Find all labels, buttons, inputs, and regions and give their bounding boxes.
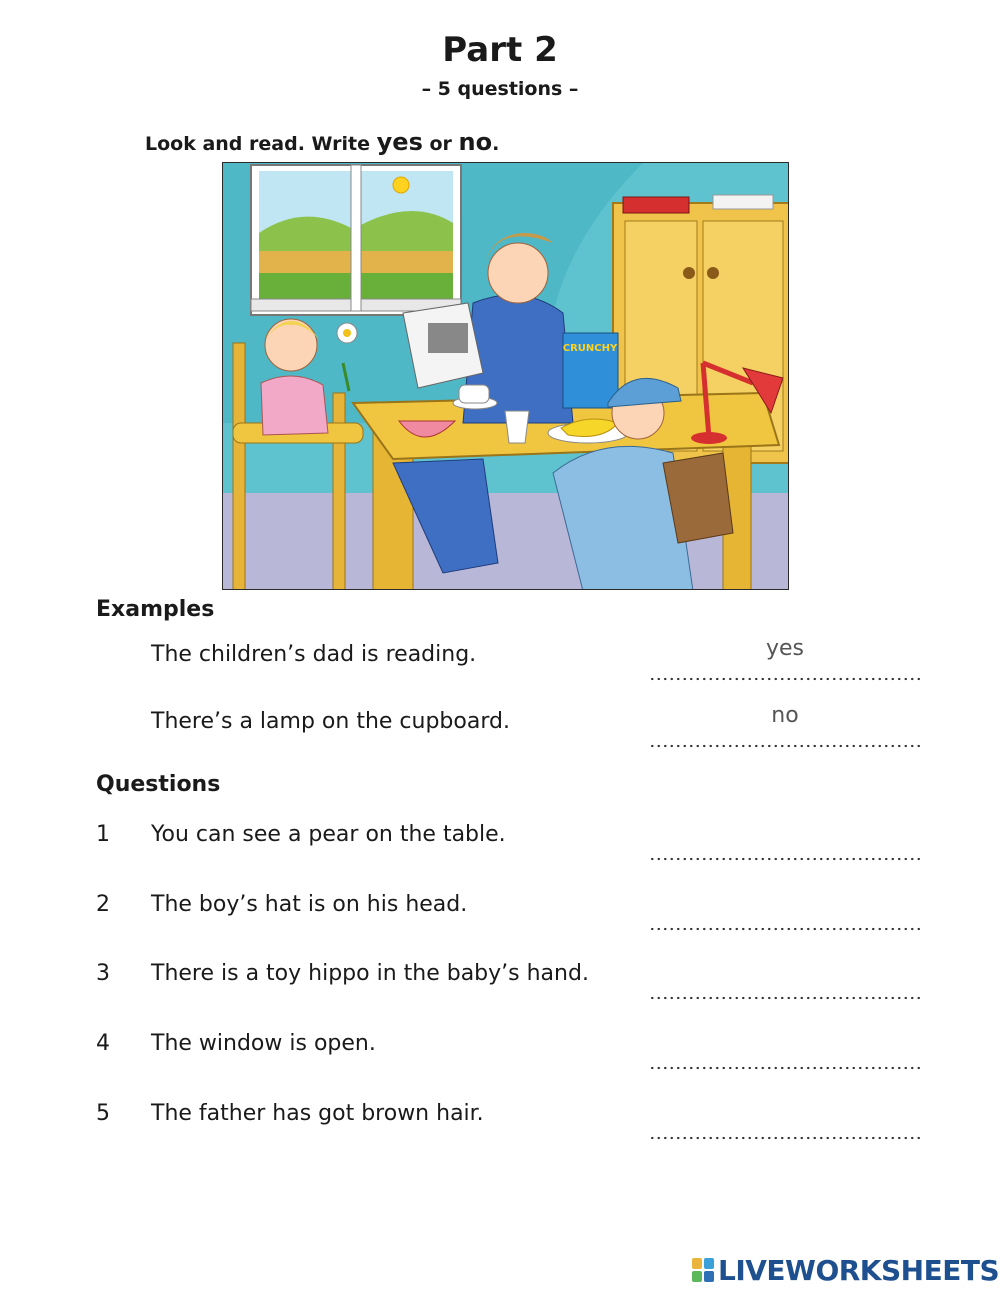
question-text: The boy’s hat is on his head. [151, 892, 468, 917]
instruction-or: or [422, 133, 459, 155]
answer-field-5[interactable] [649, 1101, 921, 1141]
example-text: There’s a lamp on the cupboard. [151, 709, 510, 734]
examples-heading: Examples [96, 597, 215, 622]
example-answer [649, 703, 921, 749]
answer-dotted-line [649, 1135, 921, 1141]
question-number: 4 [96, 1031, 110, 1056]
answer-dotted-line [649, 676, 921, 682]
answer-dotted-line [649, 856, 921, 862]
answer-field-3[interactable] [649, 961, 921, 1001]
question-number: 5 [96, 1101, 110, 1126]
logo-block [704, 1258, 714, 1269]
answer-field-4[interactable] [649, 1031, 921, 1071]
question-number: 2 [96, 892, 110, 917]
logo-text: LIVEWORKSHEETS [718, 1253, 1000, 1287]
question-row [96, 892, 926, 932]
answer-dotted-line [649, 743, 921, 749]
answer-field-1[interactable] [649, 822, 921, 862]
window [251, 165, 461, 315]
example-answer [649, 636, 921, 682]
example-text: The children’s dad is reading. [151, 642, 477, 667]
instruction-yes: yes [376, 128, 423, 156]
question-text: The father has got brown hair. [151, 1101, 484, 1126]
example-row [96, 636, 926, 682]
answer-dotted-line [649, 926, 921, 932]
questions-heading: Questions [96, 772, 221, 797]
question-row [96, 1031, 926, 1071]
cereal-box-label: CRUNCHY [562, 343, 618, 354]
answer-dotted-line [649, 995, 921, 1001]
question-text: There is a toy hippo in the baby’s hand. [151, 961, 589, 986]
page-title: Part 2 [442, 30, 558, 70]
question-text: The window is open. [151, 1031, 376, 1056]
instruction-end: . [492, 133, 500, 155]
breakfast-scene-illustration [222, 162, 789, 590]
question-row [96, 961, 926, 1001]
question-row [96, 1101, 926, 1141]
example-row [96, 703, 926, 749]
example-answer-value: no [771, 703, 799, 728]
liveworksheets-logo[interactable] [692, 1253, 999, 1287]
instruction-text: Look and read. Write [145, 133, 377, 155]
question-number: 3 [96, 961, 110, 986]
answer-dotted-line [649, 1065, 921, 1071]
question-row [96, 822, 926, 862]
question-number: 1 [96, 822, 110, 847]
logo-blocks-icon [692, 1258, 714, 1282]
instruction [145, 128, 499, 156]
logo-block [692, 1271, 702, 1282]
logo-block [692, 1258, 702, 1269]
answer-field-2[interactable] [649, 892, 921, 932]
logo-block [704, 1271, 714, 1282]
question-text: You can see a pear on the table. [151, 822, 506, 847]
instruction-no: no [458, 128, 493, 156]
example-answer-value: yes [765, 636, 805, 661]
page-subtitle: – 5 questions – [421, 78, 579, 100]
